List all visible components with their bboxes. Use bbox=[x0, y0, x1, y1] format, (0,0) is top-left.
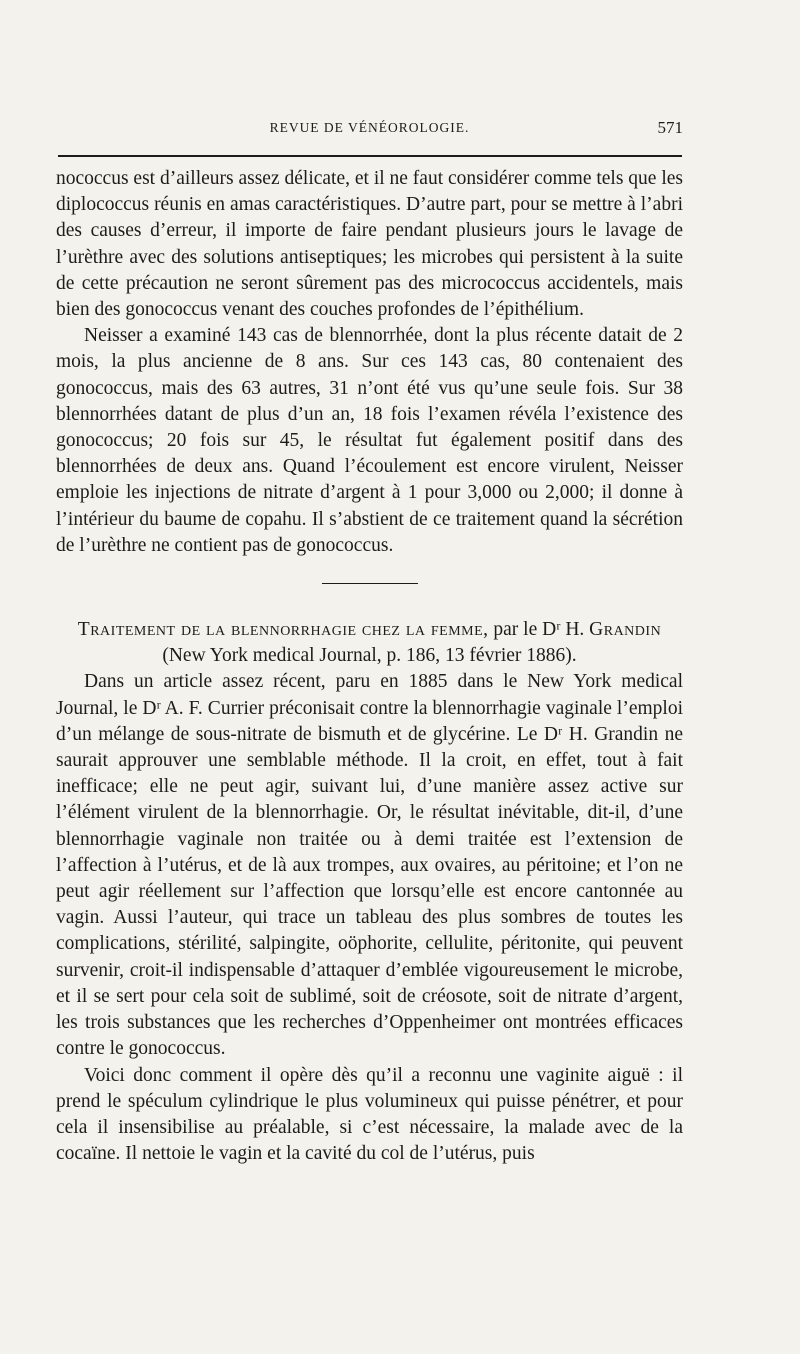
paragraph-continuation: nococcus est d’ailleurs assez délicate, et il ne faut considérer comme tels que les diplococcus réunis en amas caractéristiques. D’autre part, pour se mettre à l’abri des causes d’erreur, il importe de faire pendant plusieurs jours le lavage de l’urèthre avec des solutions antiseptiques; les microbes qui persistent à la suite de cette précaution ne seront sûrement pas des micrococcus accidentels, mais bien des gonococcus venant des couches profondes de l’épithélium. bbox=[56, 168, 683, 321]
running-title: REVUE DE VÉNÉOROLOGIE. bbox=[269, 120, 470, 135]
section-title bbox=[56, 617, 683, 643]
page-number: 571 bbox=[657, 118, 683, 137]
article-body bbox=[56, 166, 683, 1167]
section-title-by: par le Dʳ H. bbox=[493, 619, 585, 641]
paragraph-currier: Dans un article assez récent, paru en 1885 dans le New York medical Journal, le Dʳ A. F. Currier préconisait contre la blennorrhagie vaginale l’emploi d’un mélange de sous-nitrate de bismuth et de glycérine. Le Dʳ H. Grandin ne saurait approuver une semblable méthode. Il la croit, en effet, tout à fait inefficace; elle ne peut agir, suivant lui, d’une manière assez active sur l’élément virulent de la blennorrhagie. Or, le résultat inévitable, dit-il, d’une blennorrhagie vaginale non traitée ou à demi traitée est l’extension de l’affection à l’utérus, et de là aux trompes, aux ovaires, au péritoine; et l’on ne peut agir réellement sur l’affection que lorsqu’elle est encore cantonnée au vagin. Aussi l’auteur, qui trace un tableau des plus sombres de toutes les complications, stérilité, salpingite, oöphorite, cellulite, péritonite, qui peuvent survenir, croit-il indispensable d’attaquer d’emblée vigoureusement le microbe, et il se sert pour cela soit de sublimé, soit de créosote, soit de nitrate d’argent, les trois substances que les recherches d’Oppenheimer ont montrées efficaces contre le gonococcus. bbox=[56, 671, 683, 1060]
running-header bbox=[56, 118, 683, 140]
section-title-author: Grandin bbox=[589, 619, 662, 641]
section-citation: (New York medical Journal, p. 186, 13 février 1886). bbox=[162, 645, 577, 667]
paragraph-neisser: Neisser a examiné 143 cas de blennorrhée, dont la plus récente datait de 2 mois, la plus ancienne de 8 ans. Sur ces 143 cas, 80 contenaient des gonococcus, mais des 63 autres, 31 n’ont été vus qu’une seule fois. Sur 38 blennorrhées datant de plus d’un an, 18 fois l’examen révéla l’existence des gonococcus; 20 fois sur 45, le résultat fut également positif dans des blennorrhées de deux ans. Quand l’écoulement est encore virulent, Neisser emploie les injections de nitrate d’argent à 1 pour 3,000 ou 2,000; il donne à l’intérieur du baume de copahu. Il s’abstient de ce traitement quand la sécrétion de l’urèthre ne contient pas de gonococcus. bbox=[56, 325, 683, 556]
section-separator bbox=[322, 583, 418, 584]
paragraph-procedure: Voici donc comment il opère dès qu’il a reconnu une vaginite aiguë : il prend le spéculum cylindrique le plus volumineux qui puisse pénétrer, et pour cela il insensibilise au préalable, si c’est nécessaire, la malade avec de la cocaïne. Il nettoie le vagin et la cavité du col de l’utérus, puis bbox=[56, 1064, 683, 1165]
header-rule bbox=[58, 155, 682, 157]
section-title-caps: Traitement de la blennorrhagie chez la femme, bbox=[77, 619, 489, 641]
